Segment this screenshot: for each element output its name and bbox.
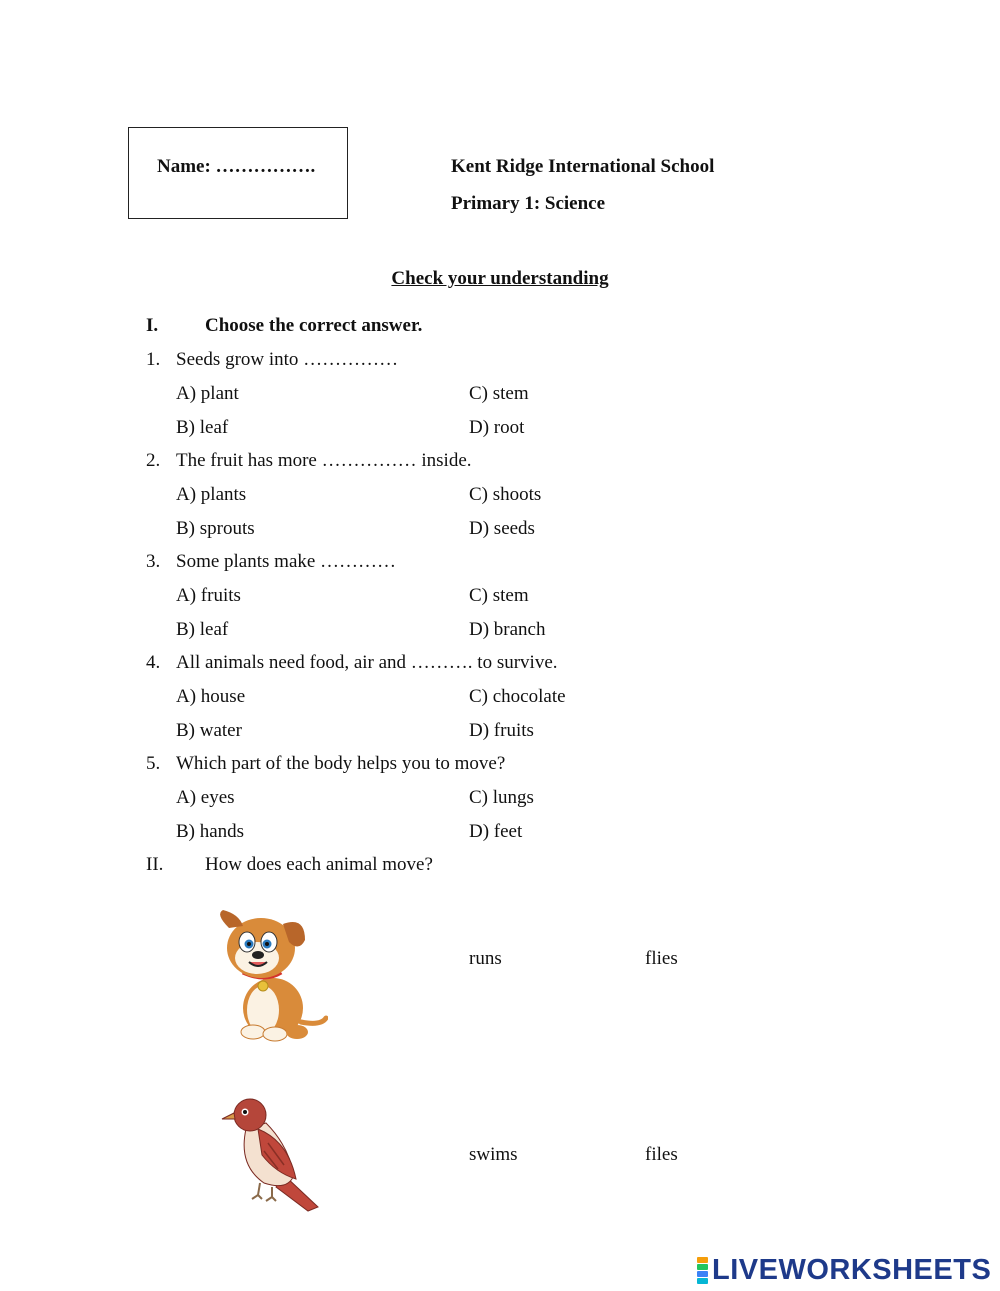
question-number: 4. (146, 652, 161, 673)
answer-option[interactable]: B) leaf (176, 619, 229, 640)
question-text: Seeds grow into …………… (176, 349, 399, 370)
answer-option[interactable]: A) fruits (176, 585, 241, 606)
answer-option[interactable]: B) water (176, 720, 242, 741)
question-text: The fruit has more …………… inside. (176, 450, 472, 471)
answer-option[interactable]: B) leaf (176, 417, 229, 438)
page-title: Check your understanding (391, 268, 609, 289)
liveworksheets-logo (697, 1253, 991, 1287)
logo-badge-icon (697, 1257, 708, 1284)
answer-option[interactable]: D) root (469, 417, 525, 438)
section-2-numeral: II. (146, 854, 164, 875)
dog-icon (213, 910, 328, 1042)
answer-option[interactable]: D) seeds (469, 518, 535, 539)
answer-option[interactable]: A) plants (176, 484, 247, 505)
answer-option[interactable]: B) hands (176, 821, 245, 842)
bird-choice-1[interactable]: swims (469, 1144, 518, 1165)
section-2-instruction: How does each animal move? (205, 854, 433, 875)
section-1-numeral: I. (146, 315, 159, 336)
answer-option[interactable]: D) fruits (469, 720, 534, 741)
answer-option[interactable]: C) shoots (469, 484, 542, 505)
school-name: Kent Ridge International School (451, 156, 715, 177)
question-number: 1. (146, 349, 161, 370)
answer-option[interactable]: A) plant (176, 383, 239, 404)
answer-option[interactable]: C) stem (469, 585, 529, 606)
answer-option[interactable]: C) chocolate (469, 686, 566, 707)
question-number: 2. (146, 450, 161, 471)
bird-choice-2[interactable]: files (645, 1144, 678, 1165)
answer-option[interactable]: C) lungs (469, 787, 534, 808)
question-number: 5. (146, 753, 161, 774)
class-subject: Primary 1: Science (451, 193, 606, 214)
question-text: Some plants make ………… (176, 551, 397, 572)
dog-choice-2[interactable]: flies (645, 948, 678, 969)
answer-option[interactable]: B) sprouts (176, 518, 255, 539)
logo-text: LIVEWORKSHEETS (712, 1253, 992, 1286)
answer-option[interactable]: D) feet (469, 821, 523, 842)
question-text: All animals need food, air and ………. to survive. (176, 652, 558, 673)
logo-badge-square (697, 1271, 708, 1277)
question-text: Which part of the body helps you to move? (176, 753, 506, 774)
logo-badge-square (697, 1278, 708, 1284)
logo-badge-square (697, 1264, 708, 1270)
answer-option[interactable]: A) eyes (176, 787, 235, 808)
answer-option[interactable]: A) house (176, 686, 246, 707)
section-1-instruction: Choose the correct answer. (205, 315, 423, 336)
dog-choice-1[interactable]: runs (469, 948, 502, 969)
answer-option[interactable]: D) branch (469, 619, 546, 640)
answer-option[interactable]: C) stem (469, 383, 529, 404)
logo-badge-square (697, 1257, 708, 1263)
name-field-label: Name: ……………. (157, 156, 316, 177)
question-number: 3. (146, 551, 161, 572)
bird-icon (218, 1095, 323, 1213)
